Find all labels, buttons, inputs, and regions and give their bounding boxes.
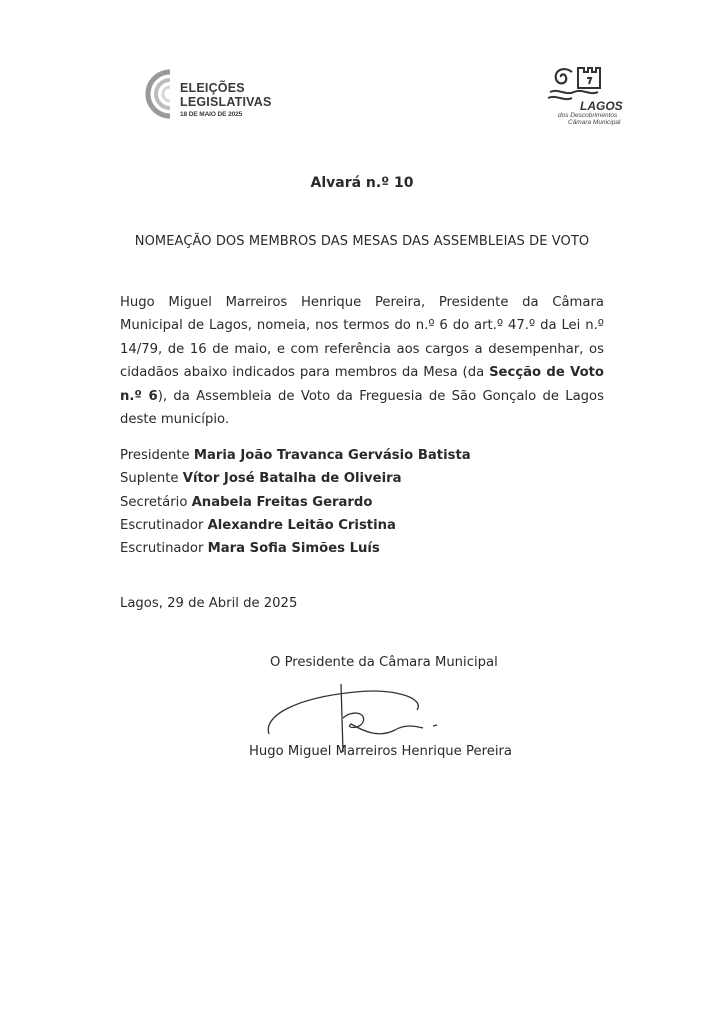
member-name: Maria João Travanca Gervásio Batista	[193, 448, 471, 463]
body-text-start: Hugo Miguel Marreiros Henrique Pereira, Presidente da Câmara Municipal de Lagos, nomeia, nos termos do n.º 6 do art.º 47.º da Lei n.º 14/79, de 16 de maio, e com referência aos cargos a desempenhar, os cidadãos abaixo indicados para membros da Mesa (da	[120, 295, 604, 381]
member-row	[120, 541, 380, 556]
member-name: Alexandre Leitão Cristina	[207, 518, 396, 533]
lagos-tagline: dos Descobrimentos	[558, 112, 618, 119]
body-text-bold: Secção de Voto n.º 6	[120, 365, 604, 404]
member-role: Suplente	[120, 471, 179, 486]
lagos-logo-icon	[544, 62, 624, 128]
member-row	[120, 495, 372, 510]
place-date: Lagos, 29 de Abril de 2025	[120, 596, 298, 611]
document-subtitle: NOMEAÇÃO DOS MEMBROS DAS MESAS DAS ASSEMBLEIAS DE VOTO	[134, 234, 590, 249]
member-row	[120, 518, 396, 533]
member-name: Vítor José Batalha de Oliveira	[182, 471, 402, 486]
signature-title: O Presidente da Câmara Municipal	[270, 655, 498, 670]
document-title: Alvará n.º 10	[310, 175, 414, 191]
member-row	[120, 471, 402, 486]
logo-line-2: LEGISLATIVAS	[180, 95, 272, 109]
logo-date: 18 DE MAIO DE 2025	[180, 111, 243, 118]
member-row	[120, 448, 471, 463]
logo-line-1: ELEIÇÕES	[180, 81, 245, 95]
member-role: Presidente	[120, 448, 190, 463]
member-role: Escrutinador	[120, 518, 204, 533]
member-name: Anabela Freitas Gerardo	[191, 495, 373, 510]
member-name: Mara Sofia Simões Luís	[207, 541, 380, 556]
member-role: Secretário	[120, 495, 188, 510]
body-paragraph	[120, 291, 604, 431]
eleicoes-logo-icon	[140, 66, 280, 122]
body-text-end: ), da Assembleia de Voto da Freguesia de São Gonçalo de Lagos deste município.	[120, 388, 604, 428]
lagos-org: Câmara Municipal	[568, 119, 621, 126]
lagos-name: LAGOS	[580, 99, 623, 113]
member-role: Escrutinador	[120, 541, 204, 556]
signatory-name: Hugo Miguel Marreiros Henrique Pereira	[249, 744, 512, 759]
